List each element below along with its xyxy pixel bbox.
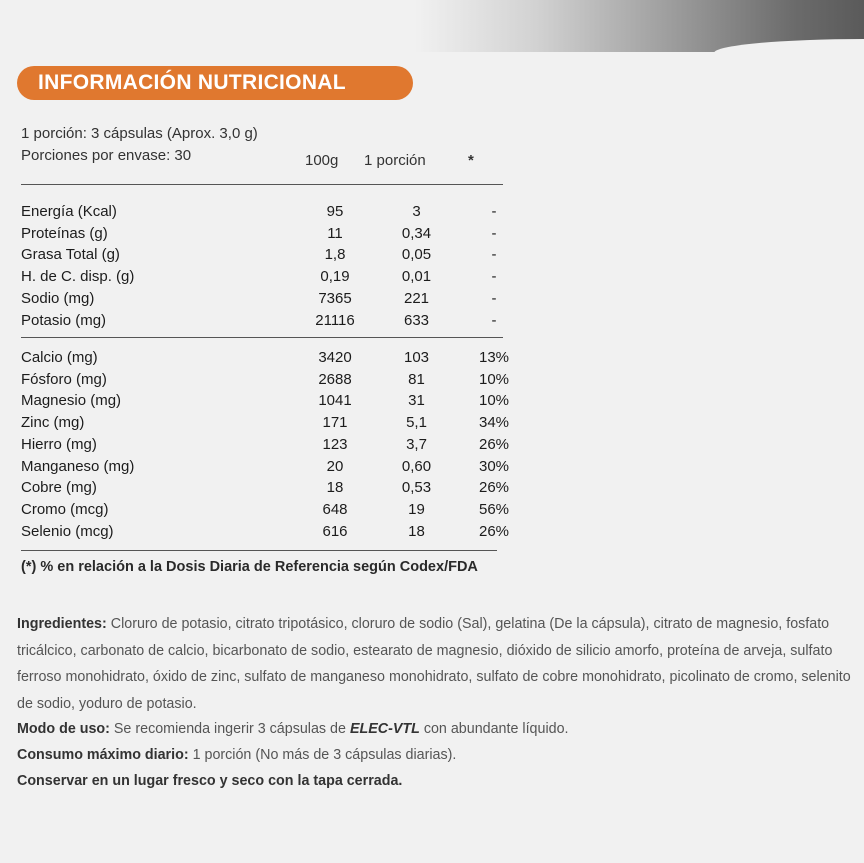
- value-dv: 26%: [478, 435, 510, 453]
- value-100g: 95: [326, 203, 344, 220]
- usage-paragraph: [17, 716, 857, 743]
- value-dv: 10%: [478, 392, 510, 410]
- value-100g: 21116: [315, 311, 355, 329]
- value-100g: 3420: [318, 349, 352, 366]
- value-serving: 3: [412, 203, 421, 220]
- nutrient-name: Magnesio (mg): [21, 392, 122, 410]
- product-name: ELEC-VTL: [349, 721, 420, 737]
- footer-divider: [21, 550, 497, 551]
- ingredients-label: Ingredientes:: [17, 616, 107, 632]
- value-dv: 26%: [478, 522, 510, 540]
- nutrient-name: Cobre (mg): [21, 479, 97, 497]
- value-serving: 81: [408, 370, 425, 388]
- value-serving: 221: [403, 289, 430, 307]
- value-serving: 0,01: [401, 268, 432, 286]
- value-dv: 34%: [478, 414, 510, 432]
- nutrient-name: Zinc (mg): [21, 414, 85, 432]
- nutrient-name: Potasio (mg): [21, 311, 107, 329]
- nutrient-row: [21, 288, 524, 310]
- value-serving: 103: [403, 349, 430, 366]
- ingredients-text: Cloruro de potasio, citrato tripotásico, cloruro de sodio (Sal), gelatina (De la cápsula), citrato de magnesio, fosfato tricálcico, carbonato de calcio, bicarbonato de sodio, estearato de magnesio, dióxido de silicio amorfo, proteína de arveja, sulfato ferroso monohidrato, óxido de zinc, sulfato de manganeso monohidrato, sulfato de cobre monohidrato, picolinato de cromo, selenito de sodio, yoduro de potasio.: [17, 616, 851, 712]
- nutrient-row: [21, 369, 524, 391]
- header-gradient-band: [0, 0, 864, 52]
- usage-text-end: con abundante líquido.: [419, 721, 569, 737]
- column-header-100g: 100g: [305, 152, 339, 169]
- usage-label: Modo de uso:: [17, 721, 110, 737]
- usage-text: Se recomienda ingerir 3 cápsulas de: [109, 721, 350, 737]
- ingredients-paragraph: [17, 611, 857, 717]
- value-serving: 5,1: [406, 414, 427, 432]
- minerals-table: [21, 347, 524, 542]
- nutrient-row: [21, 201, 524, 223]
- nutrient-name: Fósforo (mg): [21, 370, 107, 388]
- value-dv: 13%: [478, 349, 510, 366]
- servings-per-container: Porciones por envase: 30: [21, 147, 192, 164]
- nutrient-name: Manganeso (mg): [21, 457, 135, 475]
- nutrient-name: Selenio (mcg): [21, 522, 114, 540]
- nutrient-name: Energía (Kcal): [21, 203, 117, 220]
- value-100g: 0,19: [320, 268, 350, 286]
- nutrient-row: [21, 223, 524, 245]
- value-serving: 0,34: [401, 224, 432, 242]
- value-serving: 0,05: [401, 246, 432, 264]
- value-serving: 0,53: [401, 479, 432, 497]
- value-100g: 7365: [318, 289, 352, 307]
- nutrient-row: [21, 412, 524, 434]
- value-dv: 56%: [478, 500, 510, 518]
- nutrient-name: Grasa Total (g): [21, 246, 120, 264]
- nutrient-row: [21, 266, 524, 288]
- storage-text: Conservar en un lugar fresco y seco con la tapa cerrada.: [17, 773, 403, 789]
- nutrient-row: [21, 521, 524, 543]
- nutrient-name: H. de C. disp. (g): [21, 268, 135, 286]
- column-header-serving: 1 porción: [364, 152, 426, 169]
- value-dv: -: [491, 311, 497, 329]
- section-divider: [21, 337, 503, 338]
- nutrient-row: [21, 347, 524, 369]
- max-daily-text: 1 porción (No más de 3 cápsulas diarias).: [188, 747, 457, 763]
- nutrient-name: Sodio (mg): [21, 289, 95, 307]
- value-dv: 26%: [478, 479, 510, 497]
- footnote: (*) % en relación a la Dosis Diaria de Referencia según Codex/FDA: [21, 559, 478, 575]
- value-serving: 3,7: [406, 435, 427, 453]
- storage-paragraph: [17, 768, 857, 795]
- nutrient-name: Cromo (mcg): [21, 500, 109, 518]
- nutrient-row: [21, 244, 524, 266]
- value-dv: -: [491, 289, 497, 307]
- value-dv: -: [491, 246, 497, 264]
- value-100g: 11: [327, 224, 343, 242]
- value-100g: 616: [322, 522, 348, 540]
- max-daily-label: Consumo máximo diario:: [17, 747, 189, 763]
- value-serving: 19: [408, 500, 425, 518]
- value-dv: 30%: [478, 457, 510, 475]
- value-serving: 0,60: [401, 457, 432, 475]
- value-dv: 10%: [478, 370, 510, 388]
- nutrient-row: [21, 499, 524, 521]
- column-header-dv: *: [468, 152, 474, 169]
- max-daily-paragraph: [17, 742, 857, 769]
- value-serving: 18: [408, 522, 425, 540]
- value-100g: 1,8: [324, 246, 346, 264]
- nutrient-row: [21, 434, 524, 456]
- value-100g: 123: [322, 435, 348, 453]
- value-100g: 20: [326, 457, 344, 475]
- nutrient-row: [21, 477, 524, 499]
- value-100g: 2688: [318, 370, 352, 388]
- nutrient-name: Calcio (mg): [21, 349, 98, 366]
- value-dv: -: [491, 203, 497, 220]
- nutrient-name: Proteínas (g): [21, 224, 108, 242]
- value-100g: 1041: [318, 392, 352, 410]
- value-100g: 18: [326, 479, 344, 497]
- value-dv: -: [491, 268, 497, 286]
- nutrient-name: Hierro (mg): [21, 435, 97, 453]
- serving-size: 1 porción: 3 cápsulas (Aprox. 3,0 g): [21, 125, 258, 142]
- nutrient-row: [21, 456, 524, 478]
- nutrient-row: [21, 390, 524, 412]
- value-100g: 648: [322, 500, 348, 518]
- macros-table: [21, 201, 524, 331]
- nutrient-row: [21, 310, 524, 332]
- section-title: INFORMACIÓN NUTRICIONAL: [17, 66, 413, 100]
- header-divider: [21, 184, 503, 185]
- value-serving: 633: [403, 311, 430, 329]
- value-serving: 31: [408, 392, 425, 410]
- value-100g: 171: [322, 414, 348, 432]
- value-dv: -: [491, 224, 497, 242]
